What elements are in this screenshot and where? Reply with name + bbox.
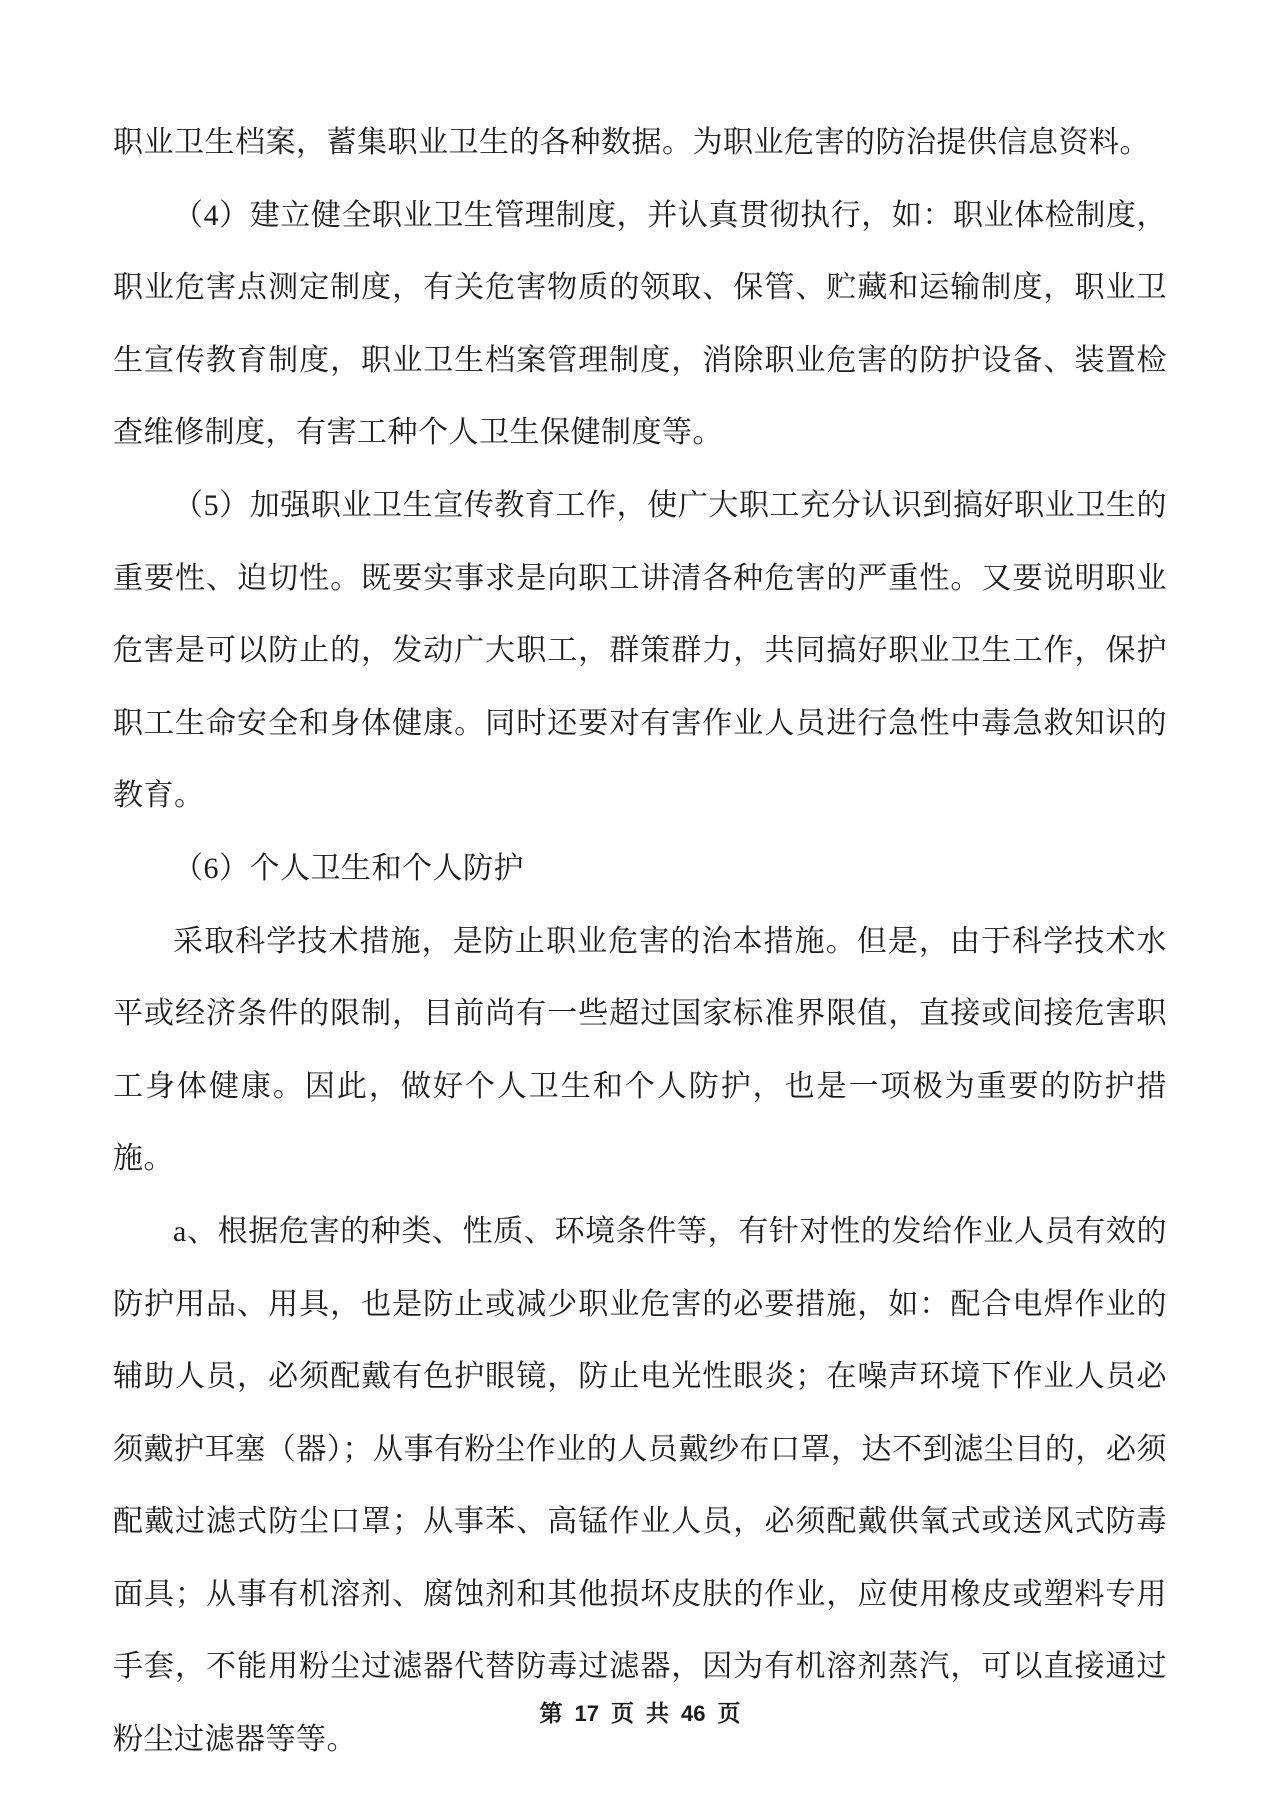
paragraph-item-5: （5）加强职业卫生宣传教育工作，使广大职工充分认识到搞好职业卫生的重要性、迫切性。既要实事求是向职工讲清各种危害的严重性。又要说明职业危害是可以防止的，发动广大职工，群策群力，共同搞好职业卫生工作，保护职工生命安全和身体健康。同时还要对有害作业人员进行急性中毒急救知识的教育。 (113, 488, 1167, 813)
footer-suffix: 页 (717, 1701, 741, 1726)
paragraph-item-4: （4）建立健全职业卫生管理制度，并认真贯彻执行，如：职业体检制度，职业危害点测定制度，有关危害物质的领取、保管、贮藏和运输制度，职业卫生宣传教育制度，职业卫生档案管理制度，消除职业危害的防护设备、装置检查维修制度，有害工种个人卫生保健制度等。 (113, 198, 1167, 450)
footer-current-page: 17 (574, 1701, 599, 1726)
footer-of-char: 共 (646, 1701, 669, 1726)
paragraph-item-6-heading: （6）个人卫生和个人防护 (173, 851, 524, 885)
footer-prefix: 第 (539, 1701, 563, 1726)
paragraph-item-a: a、根据危害的种类、性质、环境条件等，有针对性的发给作业人员有效的防护用品、用具，也是防止或减少职业危害的必要措施，如：配合电焊作业的辅助人员，必须配戴有色护眼镜，防止电光性眼炎；在噪声环境下作业人员必须戴护耳塞（器）；从事有粉尘作业的人员戴纱布口罩，达不到滤尘目的，必须配戴过滤式防尘口罩；从事苯、高锰作业人员，必须配戴供氧式或送风式防毒面具；从事有机溶剂、腐蚀剂和其他损坏皮肤的作业，应使用橡皮或塑料专用手套，不能用粉尘过滤器代替防毒过滤器，因为有机溶剂蒸汽，可以直接通过粉尘过滤器等等。 (113, 1214, 1167, 1757)
footer-total-pages: 46 (681, 1701, 706, 1726)
paragraph-continuation: 职业卫生档案，蓄集职业卫生的各种数据。为职业危害的防治提供信息资料。 (113, 126, 1150, 159)
footer-page-char: 页 (611, 1701, 634, 1726)
page-footer (0, 1695, 1280, 1728)
paragraph-measures: 采取科学技术措施，是防止职业危害的治本措施。但是，由于科学技术水平或经济条件的限制，目前尚有一些超过国家标准界限值，直接或间接危害职工身体健康。因此，做好个人卫生和个人防护，也是一项极为重要的防护措施。 (113, 924, 1167, 1176)
document-body (113, 107, 1167, 1777)
